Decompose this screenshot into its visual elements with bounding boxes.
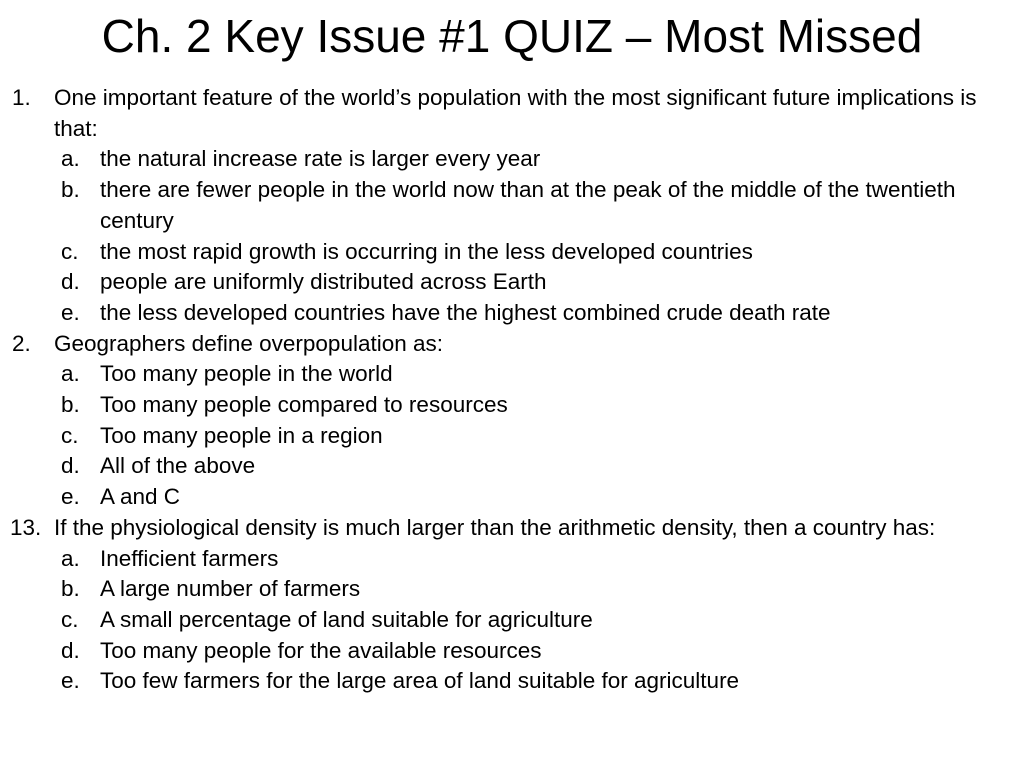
answer-option [0, 390, 990, 421]
answer-option [0, 421, 990, 452]
option-text: there are fewer people in the world now than at the peak of the middle of the twentieth century [100, 177, 956, 233]
answer-option [0, 267, 990, 298]
question-number: 2. [12, 330, 31, 356]
option-text: Too few farmers for the large area of land suitable for agriculture [100, 668, 740, 694]
answer-option [0, 482, 990, 513]
option-text: people are uniformly distributed across Earth [100, 269, 547, 295]
option-letter: e. [61, 484, 80, 510]
option-letter: a. [61, 361, 80, 387]
option-text: Too many people for the available resources [100, 637, 542, 663]
question-number: 1. [12, 85, 31, 110]
option-text: A small percentage of land suitable for agriculture [100, 606, 593, 632]
option-letter: d. [61, 453, 80, 479]
option-text: the less developed countries have the highest combined crude death rate [100, 299, 831, 325]
option-letter: e. [61, 668, 80, 694]
option-text: Too many people in the world [100, 361, 393, 387]
option-letter: a. [61, 146, 80, 172]
option-letter: d. [61, 637, 80, 663]
answer-option [0, 359, 990, 390]
answer-option [0, 451, 990, 482]
question-2 [0, 329, 1010, 513]
option-text: the natural increase rate is larger every year [100, 146, 541, 172]
question-text: Geographers define overpopulation as: [54, 330, 444, 356]
question-number: 13. [10, 514, 42, 540]
option-letter: b. [61, 177, 80, 203]
option-text: Inefficient farmers [100, 545, 279, 571]
option-letter: c. [61, 422, 79, 448]
question-text: One important feature of the world’s population with the most significant future implications is that: [54, 85, 977, 141]
option-letter: e. [61, 299, 80, 325]
option-letter: a. [61, 545, 80, 571]
answer-option [0, 636, 990, 667]
answer-option [0, 544, 990, 575]
option-letter: c. [61, 238, 79, 264]
option-text: the most rapid growth is occurring in the less developed countries [100, 238, 753, 264]
option-text: All of the above [100, 453, 256, 479]
answer-options [48, 544, 990, 698]
option-text: A and C [100, 484, 181, 510]
answer-option [0, 237, 990, 268]
answer-option [0, 175, 990, 236]
option-text: Too many people in a region [100, 422, 383, 448]
option-letter: b. [61, 392, 80, 418]
answer-options [48, 144, 990, 328]
question-text: If the physiological density is much larger than the arithmetic density, then a country has: [54, 514, 936, 540]
option-text: A large number of farmers [100, 576, 361, 602]
answer-option [0, 666, 990, 697]
answer-option [0, 574, 990, 605]
answer-options [48, 359, 990, 513]
option-letter: c. [61, 606, 79, 632]
question-1 [0, 83, 1010, 329]
option-letter: b. [61, 576, 80, 602]
option-letter: d. [61, 269, 80, 295]
answer-option [0, 298, 990, 329]
quiz-content [0, 83, 1010, 697]
answer-option [0, 605, 990, 636]
option-text: Too many people compared to resources [100, 392, 508, 418]
question-13 [0, 513, 1010, 697]
answer-option [0, 144, 990, 175]
slide-title: Ch. 2 Key Issue #1 QUIZ – Most Missed [101, 10, 923, 62]
